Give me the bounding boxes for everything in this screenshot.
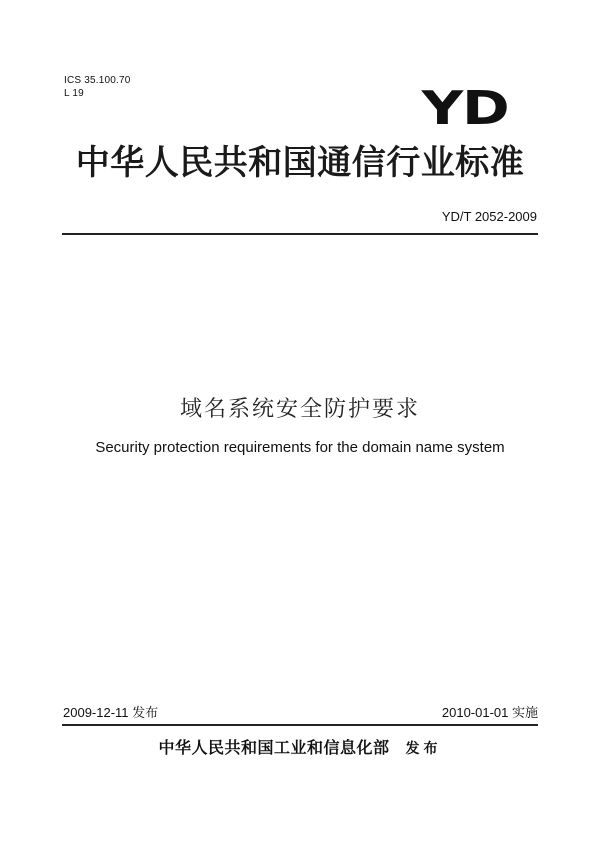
document-title-english: Security protection requirements for the domain name system xyxy=(95,439,505,456)
issuer-name: 中华人民共和国工业和信息化部 xyxy=(158,738,390,757)
document-title-chinese: 域名系统安全防护要求 xyxy=(179,397,420,422)
bottom-divider xyxy=(62,724,538,726)
ics-code: ICS 35.100.70 xyxy=(64,75,131,86)
issuer-action: 发布 xyxy=(405,741,442,757)
ccs-code: L 19 xyxy=(64,88,84,99)
top-divider xyxy=(62,233,538,235)
standard-number: YD/T 2052-2009 xyxy=(441,209,537,224)
standard-category-heading: 中华人民共和国通信行业标准 xyxy=(75,143,525,183)
implementation-date: 2010-01-01 实施 xyxy=(441,705,538,720)
classification-codes xyxy=(64,74,131,100)
issue-date: 2009-12-11 发布 xyxy=(63,705,159,720)
issuer-line xyxy=(0,735,600,758)
yd-logo: YD xyxy=(421,81,508,135)
